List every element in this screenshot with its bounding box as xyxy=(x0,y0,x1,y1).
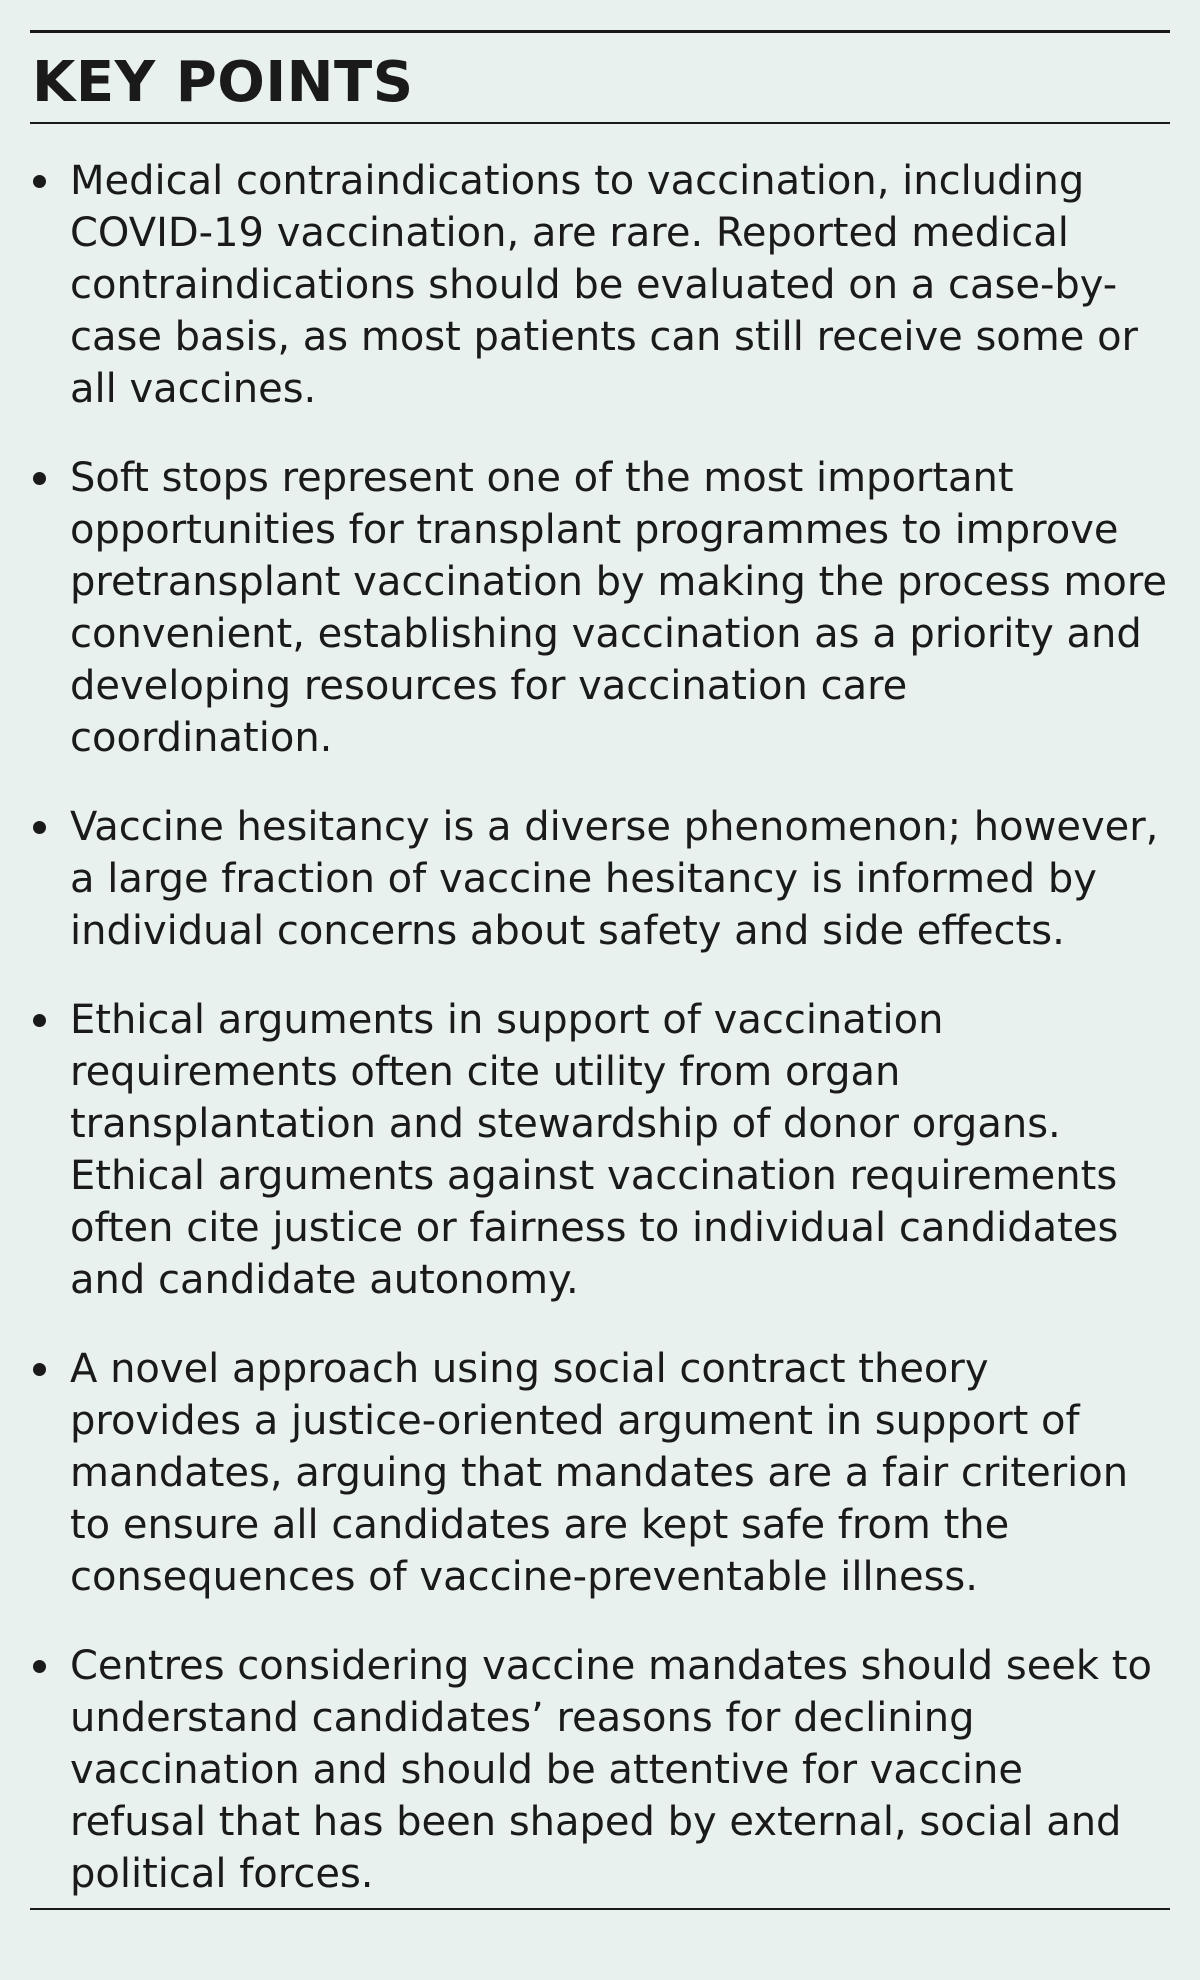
bullet-icon xyxy=(33,175,46,188)
key-point-text: Medical contraindications to vaccination, including COVID-19 vaccination, are rare. Reported medical contraindications should be evaluated on a case-by-case basis, as most patients can still receive some or all vaccines. xyxy=(70,158,1138,412)
bullet-icon xyxy=(33,821,46,834)
key-point-text: Ethical arguments in support of vaccination requirements often cite utility from organ transplantation and stewardship of donor organs. Ethical arguments against vaccination requirements often cite justice or fairness to individual candidates and candidate autonomy. xyxy=(70,997,1119,1303)
key-points-list xyxy=(30,155,1170,1937)
bullet-icon xyxy=(33,1014,46,1027)
key-point-text: Soft stops represent one of the most important opportunities for transplant programmes to improve pretransplant vaccination by making the process more convenient, establishing vaccination as a priority and developing resources for vaccination care coordination. xyxy=(70,455,1168,761)
key-points-box xyxy=(30,30,1170,1910)
bullet-icon xyxy=(33,1363,46,1376)
bullet-icon xyxy=(33,472,46,485)
key-point-text: Vaccine hesitancy is a diverse phenomenon; however, a large fraction of vaccine hesitancy is informed by individual concerns about safety and side effects. xyxy=(70,804,1159,954)
bullet-icon xyxy=(33,1660,46,1673)
bottom-rule xyxy=(30,1908,1170,1910)
key-point-item xyxy=(30,1343,1170,1603)
key-point-item xyxy=(30,155,1170,415)
key-point-item xyxy=(30,1640,1170,1900)
key-point-item xyxy=(30,801,1170,957)
key-point-item xyxy=(30,994,1170,1306)
top-rule xyxy=(30,30,1170,33)
key-point-text: Centres considering vaccine mandates should seek to understand candidates’ reasons for declining vaccination and should be attentive for vaccine refusal that has been shaped by external, social and political forces. xyxy=(70,1643,1152,1897)
key-point-item xyxy=(30,452,1170,764)
key-points-title: KEY POINTS xyxy=(32,50,414,115)
title-rule xyxy=(30,122,1170,124)
key-point-text: A novel approach using social contract theory provides a justice-oriented argument in support of mandates, arguing that mandates are a fair criterion to ensure all candidates are kept safe from the consequences of vaccine-preventable illness. xyxy=(70,1346,1129,1600)
